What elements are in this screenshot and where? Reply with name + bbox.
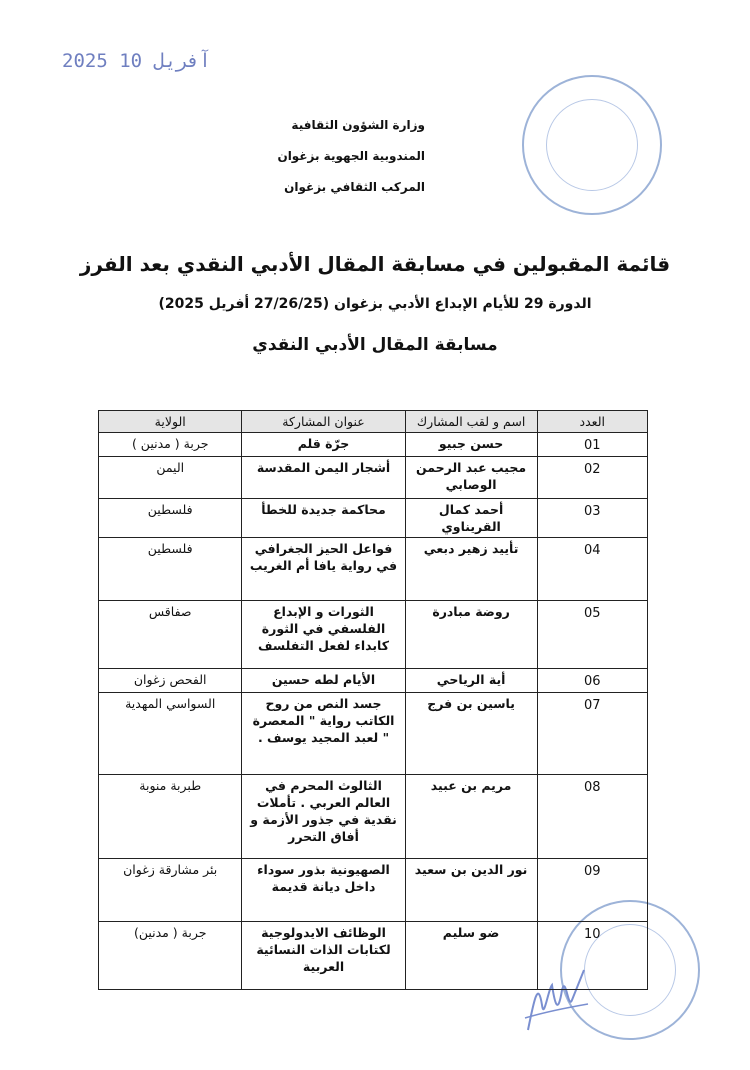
row-number: 01 — [537, 433, 647, 457]
row-number: 06 — [537, 669, 647, 693]
row-title: الوظائف الايدولوجية لكتابات الذات النسائية العربية — [242, 922, 405, 990]
row-state: بئر مشارقة زغوان — [99, 859, 242, 922]
table-row — [99, 693, 648, 775]
row-number: 09 — [537, 859, 647, 922]
row-state: صفاقس — [99, 601, 242, 669]
row-state: الفحص زغوان — [99, 669, 242, 693]
row-number: 05 — [537, 601, 647, 669]
table-row — [99, 775, 648, 859]
row-name: تأييد زهير دبعي — [405, 538, 537, 601]
row-name: روضة مبادرة — [405, 601, 537, 669]
header-number: العدد — [537, 411, 647, 433]
letterhead — [277, 118, 425, 211]
table-row — [99, 601, 648, 669]
row-number: 02 — [537, 457, 647, 499]
row-state: فلسطين — [99, 538, 242, 601]
row-state: اليمن — [99, 457, 242, 499]
row-state: طبربة منوبة — [99, 775, 242, 859]
document-title: قائمة المقبولين في مسابقة المقال الأدبي النقدي بعد الفرز — [79, 252, 671, 276]
row-title: الصهيونية بذور سوداء داخل ديانة قديمة — [242, 859, 405, 922]
date-stamp: 2025 آفريل 10 — [62, 50, 211, 72]
row-name: ضو سليم — [405, 922, 537, 990]
row-name: أية الرياحي — [405, 669, 537, 693]
row-number: 04 — [537, 538, 647, 601]
header-state: الولاية — [99, 411, 242, 433]
row-state: جربة ( مدنين) — [99, 922, 242, 990]
row-title: جسد النص من روح الكاتب رواية " المعصرة " لعبد المجيد يوسف . — [242, 693, 405, 775]
row-name: نور الدين بن سعيد — [405, 859, 537, 922]
row-title: فواعل الحيز الجغرافي في رواية يافا أم الغريب — [242, 538, 405, 601]
table-row — [99, 859, 648, 922]
row-name: حسن جبيو — [405, 433, 537, 457]
official-seal-top — [522, 75, 662, 215]
table-row — [99, 669, 648, 693]
row-number: 08 — [537, 775, 647, 859]
header-name: اسم و لقب المشارك — [405, 411, 537, 433]
row-title: محاكمة جديدة للخطأ — [242, 499, 405, 538]
table-row — [99, 457, 648, 499]
row-number: 03 — [537, 499, 647, 538]
row-title: أشجار اليمن المقدسة — [242, 457, 405, 499]
row-state: فلسطين — [99, 499, 242, 538]
row-title: جرّة قلم — [242, 433, 405, 457]
delegation-line: المندوبية الجهوية بزغوان — [277, 149, 425, 163]
row-title: الأيام لطه حسين — [242, 669, 405, 693]
row-name: مريم بن عبيد — [405, 775, 537, 859]
row-title: الثورات و الإبداع الفلسفي في الثورة كابداء لفعل التفلسف — [242, 601, 405, 669]
row-name: مجيب عبد الرحمن الوصابي — [405, 457, 537, 499]
row-name: ياسين بن فرج — [405, 693, 537, 775]
participants-table — [98, 410, 648, 990]
edition-line: الدورة 29 للأيام الإبداع الأدبي بزغوان (27/26/25 أفريل 2025) — [158, 296, 592, 312]
header-title: عنوان المشاركة — [242, 411, 405, 433]
center-line: المركب الثقافي بزغوان — [284, 180, 425, 194]
table-row — [99, 433, 648, 457]
table-header-row — [99, 411, 648, 433]
row-number: 10 — [537, 922, 647, 990]
row-name: أحمد كمال القريناوي — [405, 499, 537, 538]
row-number: 07 — [537, 693, 647, 775]
table-row — [99, 538, 648, 601]
table-row — [99, 922, 648, 990]
ministry-line: وزارة الشؤون الثقافية — [291, 118, 425, 132]
table-row — [99, 499, 648, 538]
row-state: جربة ( مدنين ) — [99, 433, 242, 457]
row-state: السواسي المهدية — [99, 693, 242, 775]
competition-title: مسابقة المقال الأدبي النقدي — [252, 335, 498, 355]
row-title: الثالوث المحرم في العالم العربي . تأملات نقدية في جذور الأزمة و أفاق التحرر — [242, 775, 405, 859]
